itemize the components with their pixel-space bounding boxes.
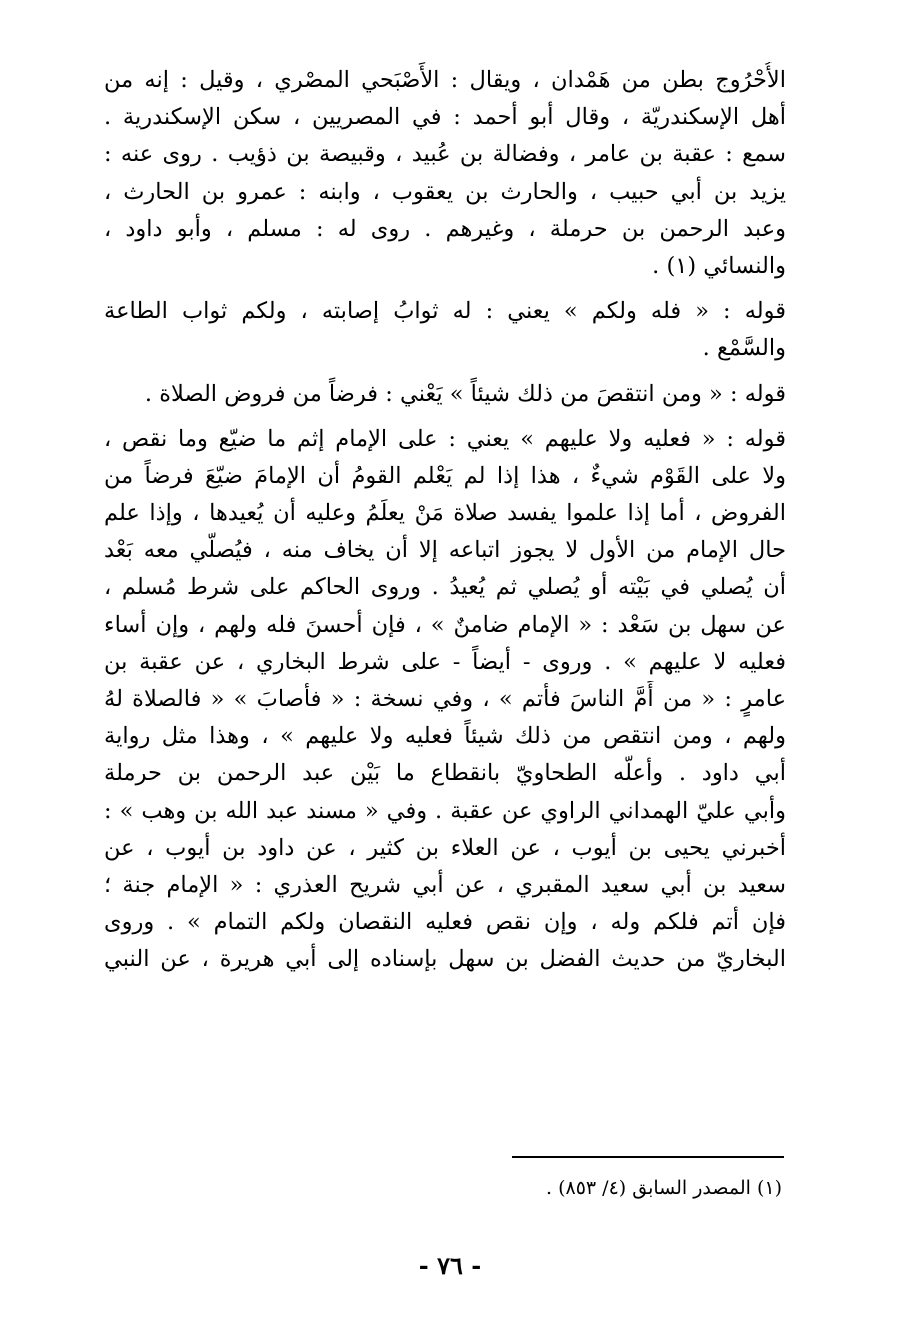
- text-line: والسَّمْع .: [702, 335, 786, 362]
- text-line: عامرٍ : « من أَمَّ الناسَ فأتم » ، وفي نسخة : « فأصابَ » « فالصلاة لهُ: [104, 686, 786, 712]
- paragraph-fa-alayhi: [104, 421, 786, 979]
- text-line: حال الإمام من الأول لا يجوز اتباعه إلا أن يخاف منه ، فيُصلّي معه بَعْد: [104, 537, 786, 564]
- text-line: أهل الإسكندريّة ، وقال أبو أحمد : في المصريين ، سكن الإسكندرية .: [104, 104, 786, 131]
- text-line: أخبرني يحيى بن أيوب ، عن العلاء بن كثير ، عن داود بن أيوب ، عن: [104, 834, 786, 861]
- text-line: الفروض ، أما إذا علموا يفسد صلاة مَنْ يعلَمُ وعليه أن يُعيدها ، وإذا علم: [104, 500, 786, 527]
- text-line: وأبي عليّ الهمداني الراوي عن عقبة . وفي « مسند عبد الله بن وهب » :: [104, 797, 786, 824]
- text-line: الأُحْرُوج بطن من هَمْدان ، ويقال : الأَصْبَحي المصْري ، وقيل : إنه من: [104, 67, 786, 93]
- text-line: قوله : « فعليه ولا عليهم » يعني : على الإمام إثم ما ضيّع وما نقص ،: [104, 425, 786, 452]
- text-line: ولهم ، ومن انتقص من ذلك شيئاً فعليه ولا عليهم » ، وهذا مثل رواية: [104, 723, 786, 750]
- footnote: (١) المصدر السابق (٤/ ٨٥٣) .: [546, 1177, 782, 1199]
- paragraph-fa-lahu-wa-lakum: [104, 293, 786, 367]
- paragraph-wa-man-intaqas: [104, 376, 786, 413]
- page-number: - ٧٦ -: [418, 1251, 482, 1280]
- text-line: البخاريّ من حديث الفضل بن سهل بإسناده إلى أبي هريرة ، عن النبي: [104, 946, 786, 973]
- text-line: سمع : عقبة بن عامر ، وفضالة بن عُبيد ، وقبيصة بن ذؤيب . روى عنه :: [104, 141, 786, 168]
- text-line: عن سهل بن سَعْد : « الإمام ضامنٌ » ، فإن أحسنَ فله ولهم ، وإن أساء: [104, 611, 786, 638]
- text-line: يزيد بن أبي حبيب ، والحارث بن يعقوب ، وابنه : عمرو بن الحارث ،: [104, 178, 786, 205]
- text-line: أبي داود . وأعلّه الطحاويّ بانقطاع ما بَيْن عبد الرحمن بن حرملة: [104, 760, 786, 787]
- paragraph-narrator-bio: [104, 62, 786, 285]
- text-line: سعيد بن أبي سعيد المقبري ، عن أبي شريح العذري : « الإمام جنة ؛: [104, 871, 786, 898]
- text-line: قوله : « ومن انتقصَ من ذلك شيئاً » يَعْني : فرضاً من فروض الصلاة .: [144, 380, 786, 407]
- text-line: فإن أتم فلكم وله ، وإن نقص فعليه النقصان ولكم التمام » . وروى: [104, 909, 786, 936]
- footnote-divider: [512, 1156, 784, 1158]
- main-text: [104, 62, 786, 979]
- text-line: وعبد الرحمن بن حرملة ، وغيرهم . روى له : مسلم ، وأبو داود ،: [104, 215, 786, 242]
- text-line: والنسائي (١) .: [652, 252, 786, 279]
- text-line: أن يُصلي في بَيْته أو يُصلي ثم يُعيدُ . وروى الحاكم على شرط مُسلم ،: [104, 574, 786, 601]
- text-line: ولا على القَوْم شيءٌ ، هذا إذا لم يَعْلم القومُ أن الإمامَ ضيّعَ فرضاً من: [104, 462, 786, 489]
- text-line: فعليه لا عليهم » . وروى - أيضاً - على شرط البخاري ، عن عقبة بن: [104, 648, 786, 675]
- text-line: قوله : « فله ولكم » يعني : له ثوابُ إصابته ، ولكم ثواب الطاعة: [104, 298, 786, 325]
